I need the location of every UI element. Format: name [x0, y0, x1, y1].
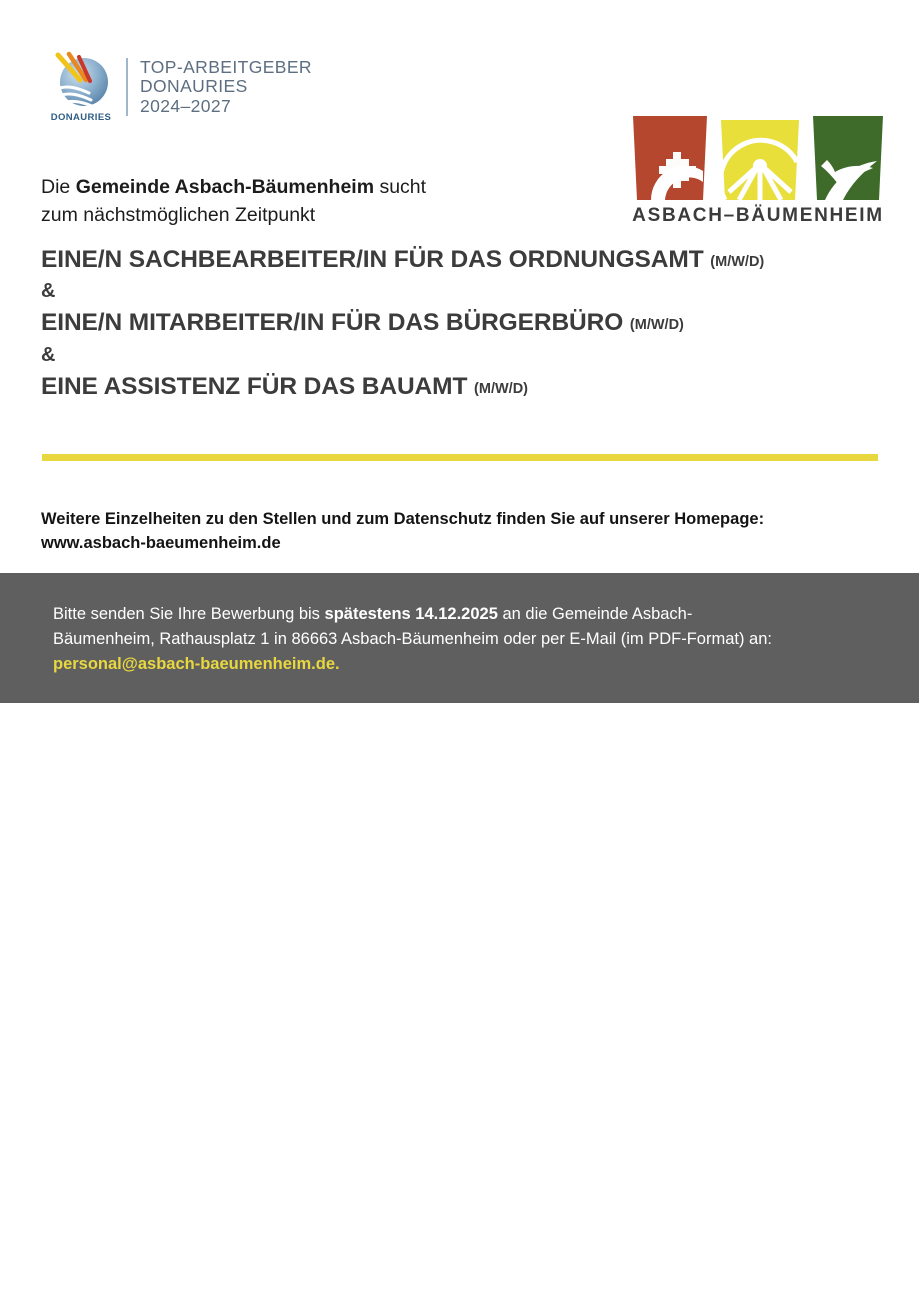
job-title-buergerbuero [41, 309, 881, 337]
yellow-divider [42, 454, 878, 461]
job-gender-note-2: (M/W/D) [629, 317, 684, 334]
homepage-line-1: Weitere Einzelheiten zu den Stellen und zum Datenschutz finden Sie auf unserer Homepage: [41, 510, 765, 528]
footer-part-1: Bitte senden Sie Ihre Bewerbung bis [53, 605, 325, 623]
job-separator-1: & [41, 280, 56, 303]
homepage-url[interactable]: www.asbach-baeumenheim.de [41, 533, 281, 552]
job-separator-2: & [41, 343, 56, 366]
footer-part-3: Bäumenheim, Rathausplatz 1 in 86663 Asbach-Bäumenheim oder per E-Mail (im PDF-Format) an: [53, 630, 772, 649]
badge-text-block [140, 58, 312, 117]
municipality-crest [629, 114, 887, 230]
job-gender-note-1: (M/W/D) [710, 254, 765, 270]
application-deadline: spätestens 14.12.2025 [324, 605, 498, 623]
contact-email[interactable]: personal@asbach-baeumenheim.de. [53, 655, 340, 674]
job-title-text-2: EINE/N MITARBEITER/IN FÜR DAS BÜRGERBÜRO [41, 309, 624, 337]
badge-line-1: TOP-ARBEITGEBER [140, 56, 312, 77]
intro-line-2: zum nächstmöglichen Zeitpunkt [41, 203, 316, 226]
application-instructions [53, 602, 853, 677]
crest-panels-icon [629, 114, 887, 202]
employer-name: Gemeinde Asbach-Bäumenheim [75, 176, 375, 198]
badge-line-3: 2024–2027 [140, 95, 232, 116]
job-title-text-1: EINE/N SACHBEARBEITER/IN FÜR DAS ORDNUNGSAMT [41, 246, 704, 273]
badge-divider [126, 58, 128, 116]
badge-line-2: DONAURIES [140, 76, 248, 97]
svg-text:DONAURIES: DONAURIES [50, 112, 112, 123]
intro-paragraph [41, 174, 601, 229]
homepage-note [41, 508, 861, 556]
job-title-text-3: EINE ASSISTENZ FÜR DAS BAUAMT [41, 372, 468, 400]
donauries-logo-icon [42, 50, 120, 124]
job-gender-note-3: (M/W/D) [474, 380, 528, 397]
job-positions-list [41, 246, 881, 401]
crest-caption: ASBACH–BÄUMENHEIM [632, 205, 884, 226]
donauries-award-badge [42, 48, 312, 126]
intro-prefix: Die [41, 176, 76, 198]
intro-suffix: sucht [374, 176, 427, 198]
application-footer-band [0, 573, 919, 703]
footer-part-2: an die Gemeinde Asbach- [497, 605, 693, 623]
job-title-bauamt [41, 373, 881, 401]
job-title-ordnungsamt [41, 246, 881, 274]
